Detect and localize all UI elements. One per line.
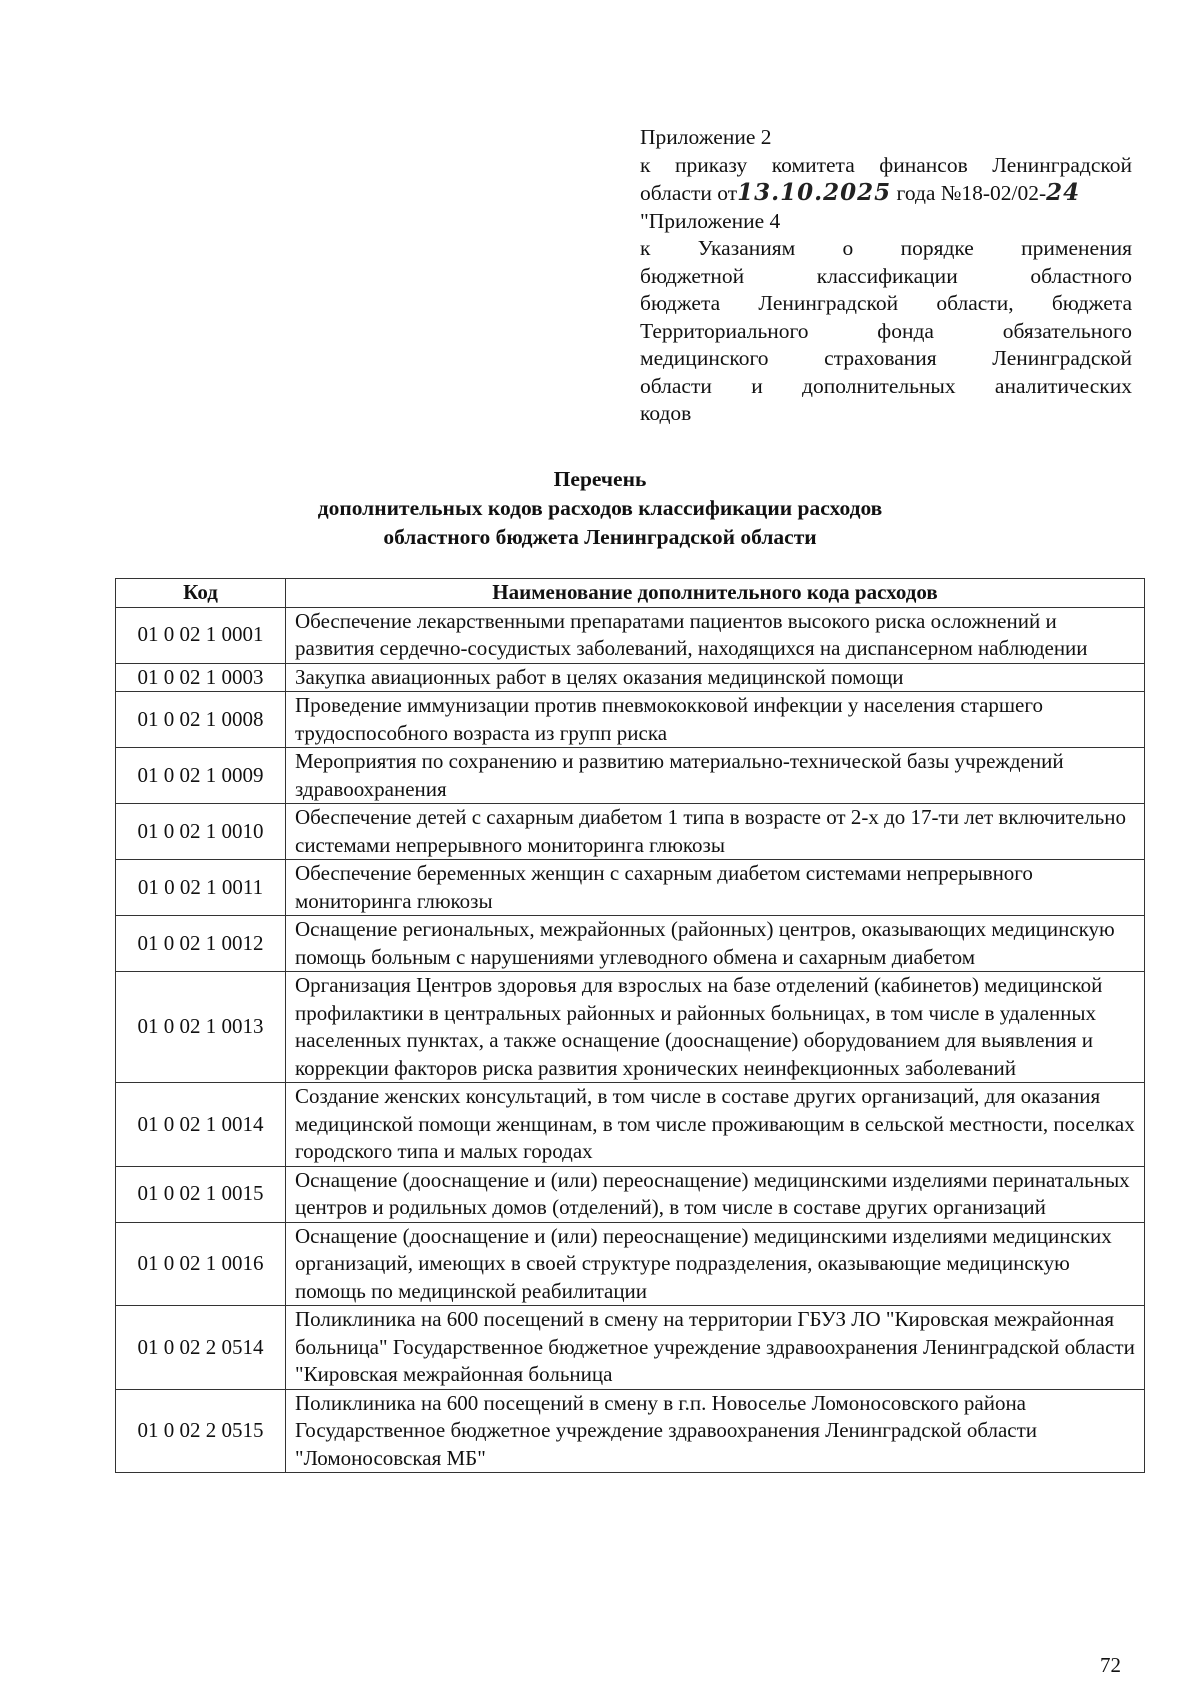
row-name: Поликлиника на 600 посещений в смену на территории ГБУЗ ЛО "Кировская межрайонная больница" Государственное бюджетное учреждение здравоохранения Ленинградской области "Кировская межрайонная больница [286, 1306, 1145, 1390]
row-code: 01 0 02 1 0010 [116, 804, 286, 860]
row-name: Создание женских консультаций, в том числе в составе других организаций, для оказания медицинской помощи женщинам, в том числе проживающим в сельской местности, поселках городского типа и малых городах [286, 1083, 1145, 1167]
codes-table [115, 578, 1145, 1473]
appendix-line: области и дополнительных аналитических [640, 373, 1132, 398]
table-row [116, 1306, 1145, 1390]
appendix-line: Территориального фонда обязательного [640, 318, 1132, 343]
row-code: 01 0 02 1 0015 [116, 1166, 286, 1222]
appendix-line: бюджетной классификации областного [640, 263, 1132, 288]
table-header-row [116, 579, 1145, 608]
date-prefix: области от [640, 181, 738, 205]
table-row [116, 692, 1145, 748]
appendix-line: медицинского страхования Ленинградской [640, 346, 1132, 370]
row-name: Поликлиника на 600 посещений в смену в г.п. Новоселье Ломоносовского района Государственное бюджетное учреждение здравоохранения Ленинградской области "Ломоносовская МБ" [286, 1389, 1145, 1473]
table-row [116, 916, 1145, 972]
table-row [116, 1083, 1145, 1167]
row-code: 01 0 02 1 0013 [116, 972, 286, 1083]
appendix-header [640, 124, 1132, 428]
row-code: 01 0 02 2 0514 [116, 1306, 286, 1390]
row-name: Обеспечение беременных женщин с сахарным диабетом системами непрерывного мониторинга глюкозы [286, 860, 1145, 916]
title-line: дополнительных кодов расходов классификации расходов [317, 496, 883, 520]
row-name: Закупка авиационных работ в целях оказания медицинской помощи [286, 663, 1145, 692]
table-row [116, 1222, 1145, 1306]
document-title [0, 465, 1200, 552]
appendix-order-line: к приказу комитета финансов Ленинградской [640, 152, 1132, 177]
row-code: 01 0 02 1 0009 [116, 748, 286, 804]
row-name: Оснащение региональных, межрайонных (районных) центров, оказывающих медицинскую помощь больным с нарушениями углеводного обмена и сахарным диабетом [286, 916, 1145, 972]
title-line: областного бюджета Ленинградской области [383, 525, 817, 549]
row-code: 01 0 02 1 0001 [116, 607, 286, 663]
column-header-name: Наименование дополнительного кода расходов [286, 579, 1145, 608]
row-code: 01 0 02 2 0515 [116, 1389, 286, 1473]
row-name: Оснащение (дооснащение и (или) переоснащение) медицинскими изделиями перинатальных центров и родильных домов (отделений), в том числе в составе других организаций [286, 1166, 1145, 1222]
number-prefix: года №18-02/02- [896, 181, 1047, 205]
appendix-title: Приложение 2 [640, 125, 772, 149]
table-row [116, 1389, 1145, 1473]
title-line: Перечень [553, 467, 647, 491]
appendix-line: к Указаниям о порядке применения [640, 236, 1132, 260]
appendix-line: бюджета Ленинградской области, бюджета [640, 291, 1132, 315]
row-name: Мероприятия по сохранению и развитию материально-технической базы учреждений здравоохранения [286, 748, 1145, 804]
column-header-code: Код [116, 579, 286, 608]
appendix-line: кодов [640, 401, 692, 425]
row-name: Проведение иммунизации против пневмококковой инфекции у населения старшего трудоспособного возраста из групп риска [286, 692, 1145, 748]
table-row [116, 607, 1145, 663]
table-row [116, 748, 1145, 804]
table-row [116, 1166, 1145, 1222]
row-code: 01 0 02 1 0008 [116, 692, 286, 748]
appendix-inner-title: "Приложение 4 [640, 208, 781, 233]
row-name: Организация Центров здоровья для взрослых на базе отделений (кабинетов) медицинской профилактики в центральных районных и районных больницах, в том числе в удаленных населенных пунктах, а также оснащение (дооснащение) оборудованием для выявления и коррекции факторов риска развития хронических неинфекционных заболеваний [286, 972, 1145, 1083]
table-row [116, 663, 1145, 692]
table-row [116, 860, 1145, 916]
appendix-date-line [640, 179, 1132, 208]
row-code: 01 0 02 1 0016 [116, 1222, 286, 1306]
table-row [116, 972, 1145, 1083]
handwritten-date: 13.10.2025 [737, 179, 892, 206]
handwritten-number: 24 [1046, 179, 1081, 206]
row-code: 01 0 02 1 0014 [116, 1083, 286, 1167]
row-code: 01 0 02 1 0011 [116, 860, 286, 916]
row-code: 01 0 02 1 0012 [116, 916, 286, 972]
row-name: Обеспечение детей с сахарным диабетом 1 типа в возрасте от 2-х до 17-ти лет включительно системами непрерывного мониторинга глюкозы [286, 804, 1145, 860]
row-name: Обеспечение лекарственными препаратами пациентов высокого риска осложнений и развития сердечно-сосудистых заболеваний, находящихся на диспансерном наблюдении [286, 607, 1145, 663]
row-code: 01 0 02 1 0003 [116, 663, 286, 692]
table-row [116, 804, 1145, 860]
row-name: Оснащение (дооснащение и (или) переоснащение) медицинскими изделиями медицинских организаций, имеющих в своей структуре подразделения, оказывающие медицинскую помощь по медицинской реабилитации [286, 1222, 1145, 1306]
page-number: 72 [1100, 1653, 1121, 1677]
